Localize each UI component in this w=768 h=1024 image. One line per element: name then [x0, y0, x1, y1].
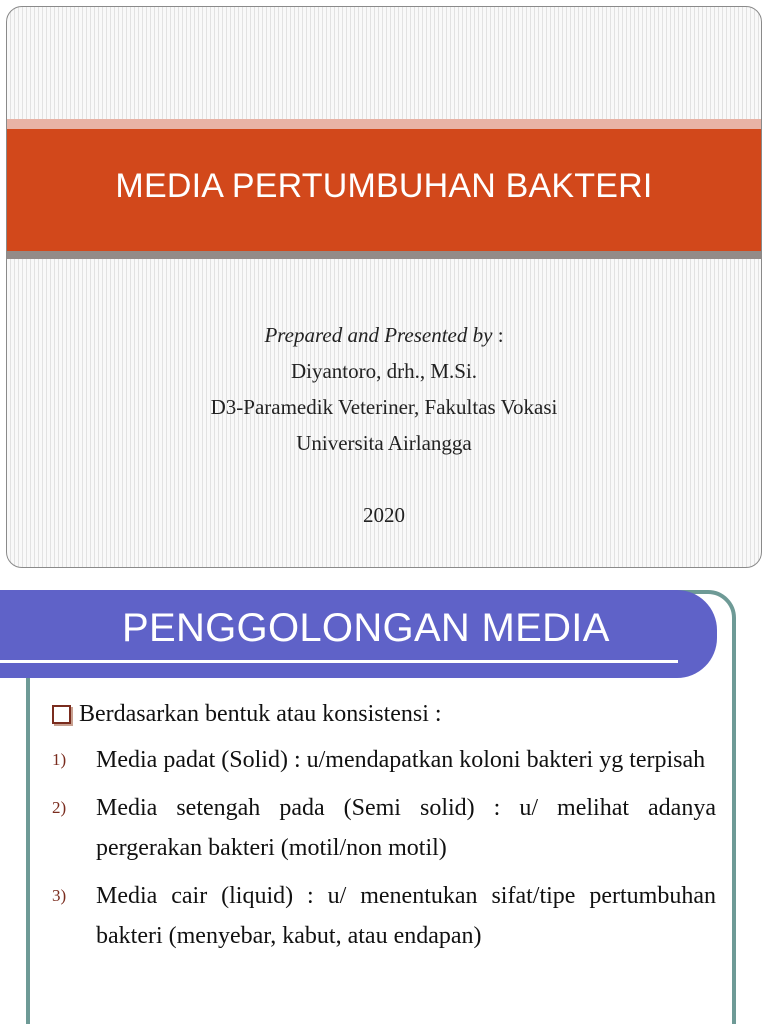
prepared-by-label: Prepared and Presented by — [264, 323, 493, 347]
prepared-by-colon: : — [492, 323, 504, 347]
presenter-university: Universita Airlangga — [296, 431, 472, 455]
spacer — [7, 461, 761, 497]
content-title: PENGGOLONGAN MEDIA — [122, 606, 610, 650]
presenter-department: D3-Paramedik Veteriner, Fakultas Vokasi — [210, 395, 558, 419]
header-underline — [0, 660, 678, 663]
list-item-text: Media padat (Solid) : u/mendapatkan koloni bakteri yg terpisah — [96, 747, 706, 773]
bullet-text: Berdasarkan bentuk atau konsistensi : — [79, 700, 442, 727]
checkbox-square-icon — [52, 705, 71, 724]
prepared-by-line — [7, 317, 761, 353]
list-item — [52, 788, 716, 868]
presenter-info — [7, 317, 761, 533]
list-item-number: 2) — [52, 798, 67, 817]
bullet-point — [52, 696, 716, 732]
content-body — [52, 696, 716, 964]
title-band-bottom-stripe — [7, 251, 761, 259]
list-item-text: Media cair (liquid) : u/ menentukan sifat/tipe pertumbuhan bakteri (menyebar, kabut, atau endapan) — [96, 883, 716, 949]
content-slide — [0, 590, 768, 1024]
list-item — [52, 740, 716, 780]
presentation-year: 2020 — [363, 503, 405, 527]
media-types-list — [52, 740, 716, 956]
list-item-number: 3) — [52, 886, 67, 905]
presenter-name: Diyantoro, drh., M.Si. — [290, 359, 478, 383]
title-band-top-stripe — [7, 119, 761, 129]
list-item-number: 1) — [52, 750, 67, 769]
title-band — [7, 129, 761, 251]
list-item-text: Media setengah pada (Semi solid) : u/ melihat adanya pergerakan bakteri (motil/non motil) — [96, 795, 716, 861]
title-slide — [6, 6, 762, 568]
list-item — [52, 876, 716, 956]
content-header-band — [0, 590, 717, 678]
slide-title: MEDIA PERTUMBUHAN BAKTERI — [115, 166, 653, 205]
